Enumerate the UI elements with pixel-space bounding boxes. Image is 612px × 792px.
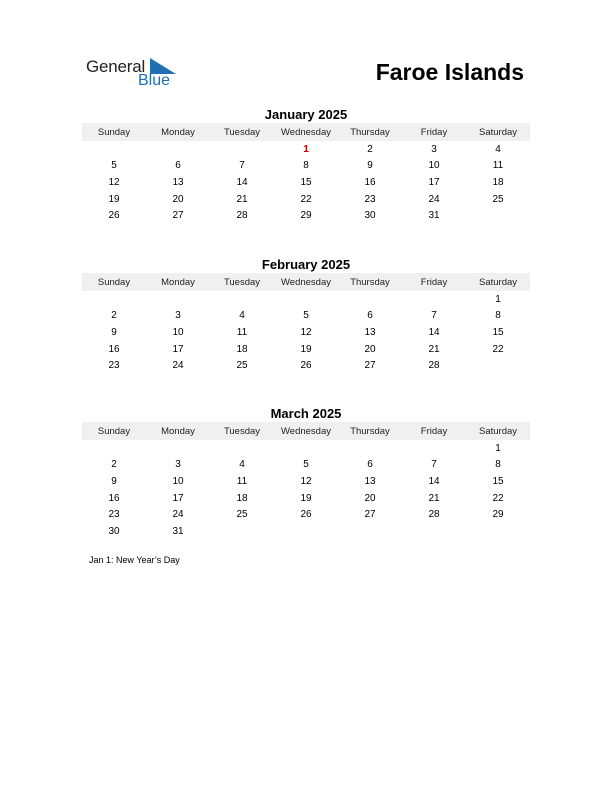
week-row [82,357,530,374]
week-row [82,440,530,457]
day-cell: 21 [428,492,440,504]
weekday-label: Monday [161,425,195,437]
weekday-label: Tuesday [223,126,261,138]
week-row [82,291,530,308]
day-cell: 28 [236,210,248,222]
day-cell: 7 [431,459,437,471]
weekday-label: Thursday [350,276,390,288]
weekday-label: Friday [420,425,448,437]
day-cell: 16 [364,176,376,188]
month-title: March 2025 [270,406,342,421]
day-cell: 3 [175,459,181,471]
day-cell: 2 [111,310,117,322]
day-cell: 16 [108,343,120,355]
weekday-label: Friday [420,276,448,288]
brand-logo [86,57,186,91]
day-cell: 15 [300,176,312,188]
brand-word-blue: Blue [138,72,171,89]
weekday-label: Saturday [478,126,518,138]
weekday-header [82,123,530,141]
day-cell: 1 [495,293,501,305]
week-row [82,473,530,490]
day-cell: 5 [111,160,117,172]
day-cell: 24 [172,360,184,372]
weekday-label: Wednesday [281,276,331,288]
weekday-label: Sunday [97,425,131,437]
day-cell: 14 [428,326,440,338]
day-cell: 26 [108,210,120,222]
weekday-label: Sunday [97,126,131,138]
day-cell: 2 [111,459,117,471]
day-cell: 19 [300,343,312,355]
day-cell: 31 [172,525,184,537]
day-cell: 28 [428,360,440,372]
country-title: Faroe Islands [375,59,524,85]
week-row [82,207,530,224]
day-cell: 22 [492,492,504,504]
day-cell: 17 [172,343,184,355]
day-cell: 11 [492,160,504,172]
weekday-header [82,422,530,440]
day-cell: 13 [172,176,184,188]
week-row [82,174,530,191]
weekday-label: Wednesday [281,126,331,138]
weekday-label: Sunday [97,276,131,288]
day-cell: 11 [236,326,248,338]
week-row [82,141,530,158]
weekday-label: Monday [161,276,195,288]
day-cell: 31 [428,210,440,222]
day-cell: 28 [428,509,440,521]
week-row [82,523,530,540]
day-cell: 23 [108,360,120,372]
day-cell: 24 [172,509,184,521]
day-cell: 20 [364,492,376,504]
day-cell: 27 [172,210,184,222]
day-cell: 1 [303,143,309,155]
day-cell: 5 [303,310,309,322]
day-cell: 13 [364,475,376,487]
day-cell: 19 [108,193,120,205]
day-cell: 4 [495,143,501,155]
day-cell: 8 [495,310,501,322]
day-cell: 3 [175,310,181,322]
month-title: February 2025 [261,257,351,272]
day-cell: 10 [172,326,184,338]
day-cell: 19 [300,492,312,504]
weekday-label: Saturday [478,425,518,437]
weekday-header [82,273,530,291]
day-cell: 21 [236,193,248,205]
day-cell: 26 [300,509,312,521]
day-cell: 4 [239,310,245,322]
weekday-label: Saturday [478,276,518,288]
month-title: January 2025 [264,107,348,122]
day-cell: 16 [108,492,120,504]
day-cell: 6 [175,160,181,172]
holiday-notes [89,555,180,565]
day-cell: 9 [367,160,373,172]
day-cell: 9 [111,475,117,487]
week-row [82,308,530,325]
day-cell: 30 [364,210,376,222]
week-row [82,457,530,474]
day-cell: 6 [367,459,373,471]
day-cell: 9 [111,326,117,338]
day-cell: 27 [364,360,376,372]
day-cell: 26 [300,360,312,372]
day-cell: 17 [428,176,440,188]
day-cell: 1 [495,442,501,454]
day-cell: 13 [364,326,376,338]
day-cell: 14 [236,176,248,188]
month-calendar [82,257,530,374]
day-cell: 22 [300,193,312,205]
day-cell: 5 [303,459,309,471]
week-row [82,341,530,358]
day-cell: 20 [172,193,184,205]
day-cell: 25 [492,193,504,205]
day-cell: 15 [492,475,504,487]
day-cell: 30 [108,525,120,537]
month-calendar [82,406,530,540]
day-cell: 10 [172,475,184,487]
day-cell: 29 [492,509,504,521]
day-cell: 6 [367,310,373,322]
day-cell: 2 [367,143,373,155]
day-cell: 11 [236,475,248,487]
day-cell: 8 [303,160,309,172]
day-cell: 23 [364,193,376,205]
week-row [82,490,530,507]
weekday-label: Monday [161,126,195,138]
weekday-label: Thursday [350,425,390,437]
weekday-label: Tuesday [223,276,261,288]
week-row [82,191,530,208]
week-row [82,324,530,341]
week-row [82,506,530,523]
day-cell: 18 [236,343,248,355]
day-cell: 25 [236,509,248,521]
week-row [82,158,530,175]
day-cell: 25 [236,360,248,372]
weekday-label: Thursday [350,126,390,138]
day-cell: 12 [300,475,312,487]
day-cell: 18 [236,492,248,504]
month-calendar [82,107,530,224]
day-cell: 15 [492,326,504,338]
day-cell: 22 [492,343,504,355]
day-cell: 29 [300,210,312,222]
day-cell: 8 [495,459,501,471]
day-cell: 17 [172,492,184,504]
day-cell: 14 [428,475,440,487]
day-cell: 4 [239,459,245,471]
day-cell: 27 [364,509,376,521]
day-cell: 20 [364,343,376,355]
day-cell: 21 [428,343,440,355]
day-cell: 7 [239,160,245,172]
day-cell: 7 [431,310,437,322]
day-cell: 24 [428,193,440,205]
weekday-label: Tuesday [223,425,261,437]
brand-word-general: General [86,57,146,76]
day-cell: 12 [108,176,120,188]
day-cell: 10 [428,160,440,172]
day-cell: 3 [431,143,437,155]
day-cell: 12 [300,326,312,338]
day-cell: 18 [492,176,504,188]
holiday-note: Jan 1: New Year’s Day [89,555,180,565]
weekday-label: Friday [420,126,448,138]
day-cell: 23 [108,509,120,521]
weekday-label: Wednesday [281,425,331,437]
